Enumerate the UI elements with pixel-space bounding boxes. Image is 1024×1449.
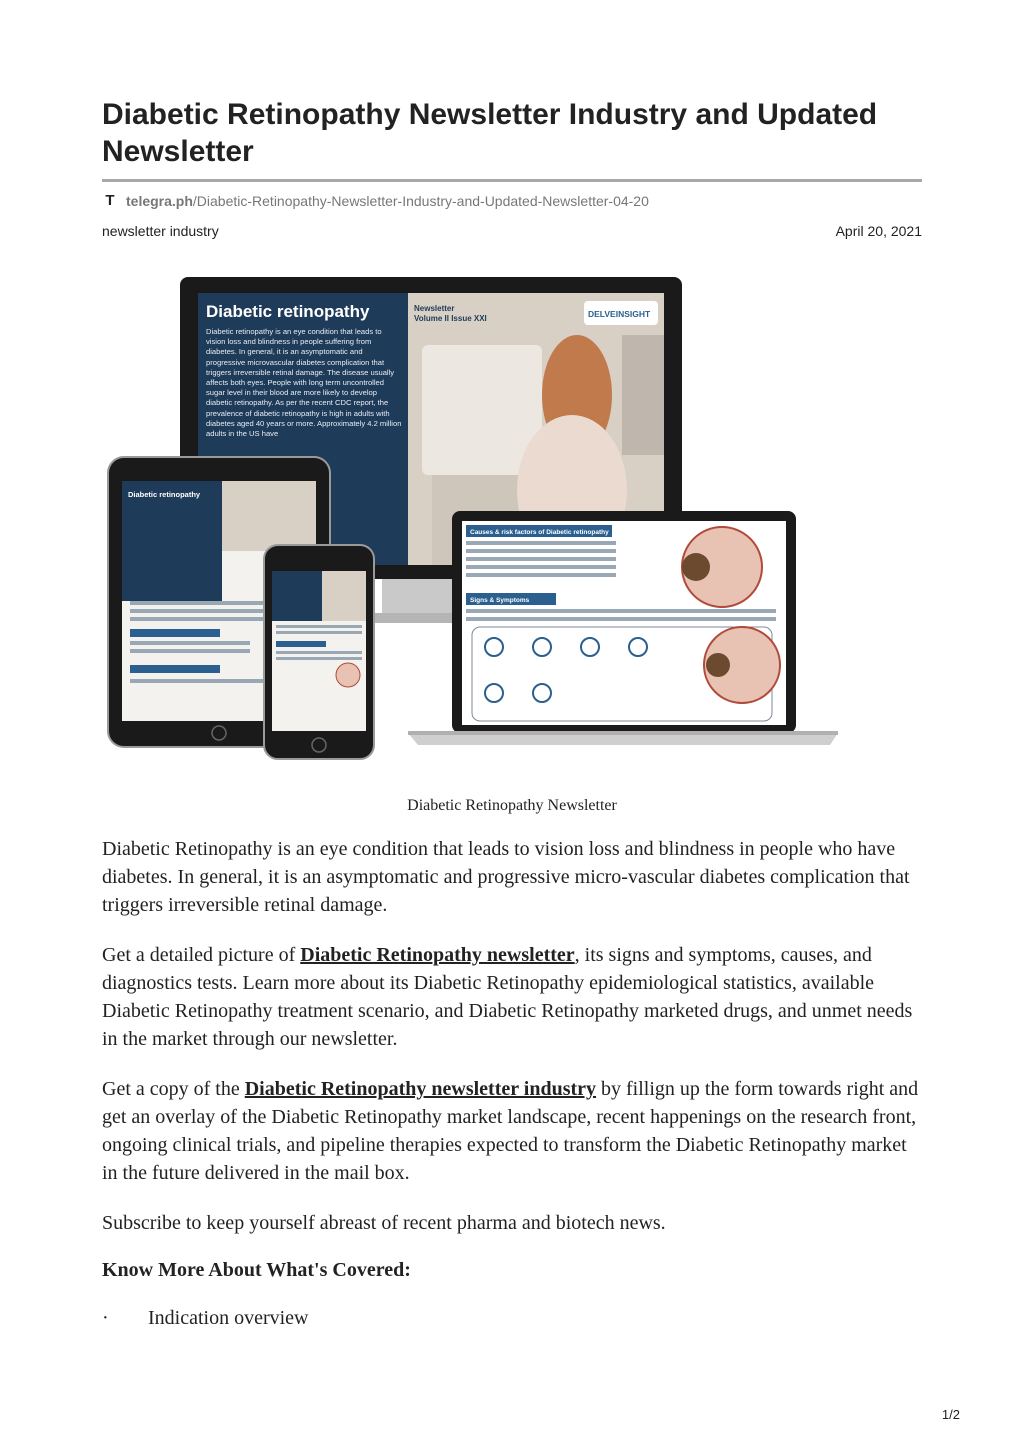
devices-illustration <box>102 275 922 775</box>
paragraph-4: Subscribe to keep yourself abreast of recent pharma and biotech news. <box>102 1212 666 1234</box>
source-domain: telegra.ph <box>126 192 193 209</box>
article-meta <box>102 223 922 239</box>
author[interactable]: newsletter industry <box>102 223 219 239</box>
paragraph-2-text: Get a detailed picture of <box>102 944 301 966</box>
page-number: 1/2 <box>941 1407 960 1422</box>
phone <box>264 545 374 759</box>
figure-caption: Diabetic Retinopathy Newsletter <box>407 797 617 814</box>
list-item-text: Indication overview <box>148 1307 309 1329</box>
paragraph-3-text-end: by fillign up the form towards right and get an overlay of the Diabetic Retinopathy market landscape, recent happenings on the research front, ongoing clinical trials, and pipeline therapies expected to transform the Diabetic Retinopathy market in the future delivered in the mail box. <box>102 1078 919 1184</box>
volume-label: Volume II Issue XXI <box>414 314 487 323</box>
newsletter-devices-image <box>102 275 922 775</box>
paragraph-1: Diabetic Retinopathy is an eye condition that leads to vision loss and blindness in people who have diabetes. In general, it is an asymptomatic and progressive micro-vascular diabetes complication that triggers irreversible retinal damage. <box>102 838 910 916</box>
source-path: /Diabetic-Retinopathy-Newsletter-Industry-and-Updated-Newsletter-04-20 <box>192 192 649 209</box>
tablet-heading: Diabetic retinopathy <box>128 490 201 499</box>
newsletter-label: Newsletter <box>414 304 455 313</box>
laptop <box>408 511 838 745</box>
laptop-section-signs: Signs & Symptoms <box>470 597 530 604</box>
paragraph-3 <box>102 1075 922 1187</box>
paragraph-2 <box>102 941 922 1053</box>
laptop-section-causes: Causes & risk factors of Diabetic retinopathy <box>470 529 609 536</box>
article <box>102 96 922 1332</box>
bullet-symbol: · <box>102 1307 109 1329</box>
telegraph-logo-icon: T <box>105 192 115 209</box>
section-subhead: Know More About What's Covered: <box>102 1259 411 1281</box>
paragraph-2-text-end: , its signs and symptoms, causes, and diagnostics tests. Learn more about its Diabetic Retinopathy epidemiological statistics, available Diabetic Retinopathy treatment scenario, and Diabetic Retinopathy marketed drugs, and unmet needs in the market through our newsletter. <box>102 944 913 1050</box>
list-item <box>102 1304 922 1332</box>
publish-date: April 20, 2021 <box>835 223 922 239</box>
paragraph-3-text: Get a copy of the <box>102 1078 245 1100</box>
newsletter-link[interactable]: Diabetic Retinopathy newsletter <box>300 944 575 966</box>
brand-logo: DELVEINSIGHT <box>588 309 651 319</box>
page-title: Diabetic Retinopathy Newsletter Industry and Updated Newsletter <box>102 96 922 182</box>
newsletter-industry-link[interactable]: Diabetic Retinopathy newsletter industry <box>244 1078 597 1100</box>
source-line[interactable] <box>102 192 922 209</box>
monitor-heading: Diabetic retinopathy <box>206 302 370 321</box>
monitor-text: Diabetic retinopathy is an eye condition that leads to vision loss and blindness in people suffering from diabetes. In general, it is an asymptomatic and progressive microvascular diabetes complication that triggers irreversible retinal damage. The disease usually affects both eyes. People with long term uncontrolled sugar level in their blood are more likely to develop diabetic retinopathy. As per the recent CDC report, the prevalence of diabetic retinopathy is high in adults with diabetes aged 40 years or more. Approximately 4.2 million adults in the US have <box>206 327 402 439</box>
